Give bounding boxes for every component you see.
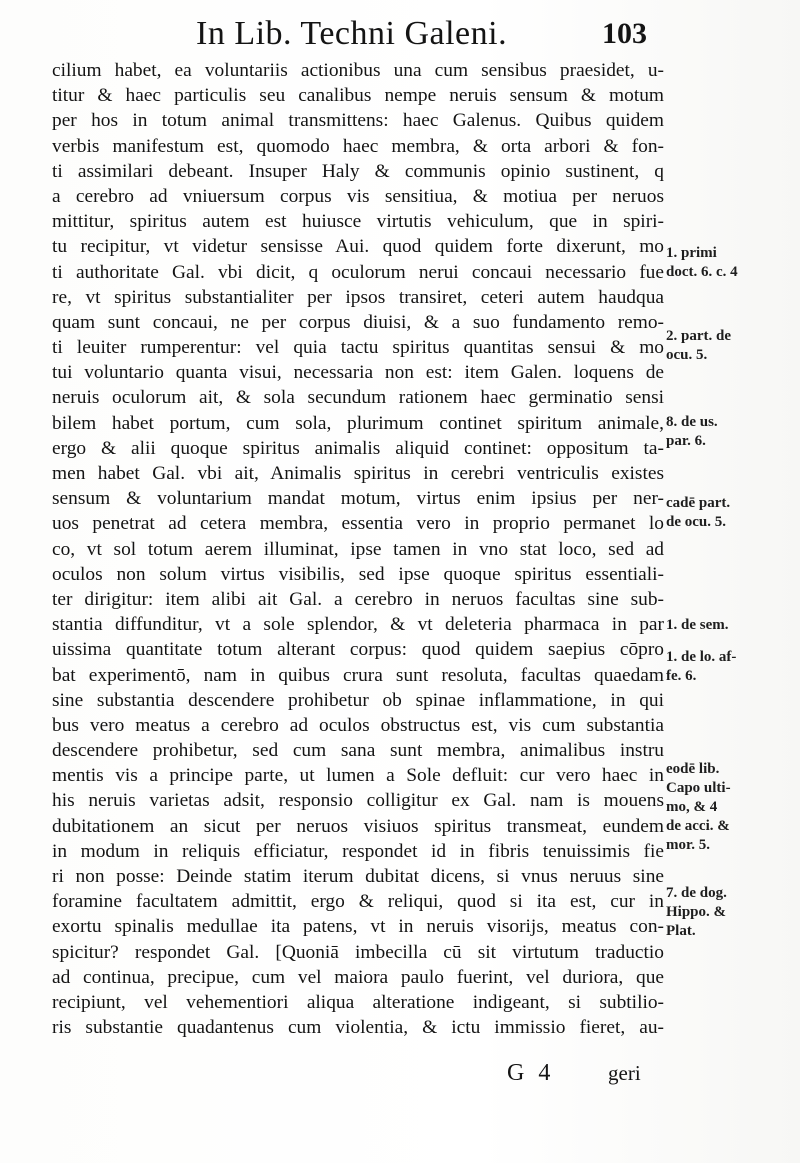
text-line: ter dirigitur: item alibi ait Gal. a cerebro in neruos facultas sine sub- (52, 588, 664, 610)
margin-note-line: 8. de us. (666, 414, 718, 430)
text-line: quam sunt concaui, ne per corpus diuisi, & a suo fundamento remo- (52, 311, 664, 333)
text-line: ris substantie quadantenus cum violentia, & ictu immissio fieret, au- (52, 1017, 664, 1039)
margin-note (666, 884, 794, 941)
body-text (52, 58, 664, 1040)
text-line: ad continua, precipue, cum vel maiora paulo fuerint, vel duriora, que (52, 966, 664, 988)
text-line: mittitur, spiritus autem est huiusce virtutis vehiculum, que in spiri- (52, 211, 664, 233)
margin-note-line: doct. 6. c. 4 (666, 264, 738, 280)
margin-note (666, 327, 794, 365)
text-line: verbis manifestum est, quomodo haec membra, & orta arbori & fon- (52, 135, 664, 157)
text-line: sensum & voluntarium mandat motum, virtus enim ipsius per ner- (52, 488, 664, 510)
page-header (0, 14, 800, 54)
text-line: uissima quantitate totum alterant corpus: quod quidem saepius cōpro (52, 639, 664, 661)
text-line: titur & haec particulis seu canalibus nempe neruis sensum & motum (52, 85, 664, 107)
margin-note-line: Capo ulti- (666, 780, 731, 796)
text-line: his neruis varietas adsit, responsio colligitur ex Gal. nam is mouens (52, 790, 664, 812)
margin-note-line: 1. primi (666, 245, 717, 261)
margin-note (666, 760, 794, 855)
page-footer (0, 1058, 800, 1088)
text-line: ti authoritate Gal. vbi dicit, q oculorum nerui concaui necessario fue (52, 261, 664, 283)
text-line: tui voluntario quanta visui, necessaria non est: item Galen. loquens de (52, 362, 664, 384)
text-line: oculos non solum virtus visibilis, sed ipse quoque spiritus essentiali- (52, 563, 664, 585)
margin-note-line: Plat. (666, 923, 696, 939)
margin-note-line: 1. de sem. (666, 617, 729, 633)
text-line: a cerebro ad vniuersum corpus vis sensitiua, & motiua per neruos (52, 185, 664, 207)
text-line: ergo & alii quoque spiritus animalis aliquid continet: oppositum ta- (52, 437, 664, 459)
text-line: uos penetrat ad cetera membra, essentia vero in proprio permanet lo (52, 513, 664, 535)
text-line: spicitur? respondet Gal. [Quoniā imbecilla cū sit virtutum traductio (52, 941, 664, 963)
text-line: dubitationem an sicut per neruos visiuos spiritus transmeat, eundem (52, 815, 664, 837)
margin-note-line: 7. de dog. (666, 885, 727, 901)
catchword: geri (608, 1061, 641, 1085)
text-line: foramine facultatem admittit, ergo & reliqui, quod si ita est, cur in (52, 891, 664, 913)
margin-note-line: mor. 5. (666, 837, 711, 853)
text-line: descendere prohibetur, sed cum sana sunt membra, animalibus instru (52, 740, 664, 762)
text-line: per hos in totum animal transmittens: haec Galenus. Quibus quidem (52, 110, 664, 132)
text-line: re, vt spiritus substantialiter per ipsos transiret, ceteri autem haudqua (52, 286, 664, 308)
margin-note-line: par. 6. (666, 433, 706, 449)
margin-note (666, 494, 794, 532)
margin-note (666, 244, 794, 282)
text-line: co, vt sol totum aerem illuminat, ipse tamen in vno stat loco, sed ad (52, 538, 664, 560)
margin-note (666, 413, 794, 451)
text-line: sine substantia descendere prohibetur ob spinae inflammatione, in qui (52, 689, 664, 711)
text-line: bat experimentō, nam in quibus crura sunt resoluta, facultas quaedam (52, 664, 664, 686)
margin-note-line: ocu. 5. (666, 347, 708, 363)
page-number: 103 (602, 17, 647, 50)
text-line: bilem habet portum, cum sola, plurimum continet spiritum animale, (52, 412, 664, 434)
text-line: neruis oculorum ait, & sola secundum rationem haec germinatio sensi (52, 387, 664, 409)
margin-note (666, 616, 794, 635)
text-line: exortu spinalis medullae ita patens, vt in neruis visorijs, meatus con- (52, 916, 664, 938)
text-line: in modum in reliquis efficiatur, respondet id in fibris tenuissimis fie (52, 840, 664, 862)
margin-note-line: 2. part. de (666, 328, 731, 344)
margin-note (666, 648, 794, 686)
text-line: cilium habet, ea voluntariis actionibus una cum sensibus praesidet, u- (52, 60, 664, 81)
margin-note-line: mo, & 4 (666, 799, 718, 815)
text-line: mentis vis a principe parte, ut lumen a Sole defluit: cur vero haec in (52, 765, 664, 787)
margin-note-line: Hippo. & (666, 904, 727, 920)
text-line: ti leuiter rumperentur: vel quia tactu spiritus quantitas sensui & mo (52, 337, 664, 359)
margin-note-line: de acci. & (666, 818, 730, 834)
margin-note-line: eodē lib. (666, 761, 720, 777)
text-line: stantia diffunditur, vt a sole splendor, & vt deleteria pharmaca in par (52, 614, 664, 636)
text-line: ti assimilari debeant. Insuper Haly & communis opinio sustinent, q (52, 160, 664, 182)
signature-mark: G 4 (507, 1060, 555, 1086)
margin-note-line: de ocu. 5. (666, 514, 726, 530)
running-title: In Lib. Techni Galeni. (196, 15, 508, 52)
margin-note-line: cadē part. (666, 495, 731, 511)
text-line: bus vero meatus a cerebro ad oculos obstructus est, vis cum substantia (52, 714, 664, 736)
margin-note-line: fe. 6. (666, 668, 697, 684)
text-line: recipiunt, vel vehementiori aliqua alteratione indigeant, si subtilio- (52, 991, 664, 1013)
margin-note-line: 1. de lo. af- (666, 649, 737, 665)
text-line: ri non posse: Deinde statim iterum dubitat dicens, si vnus neruus sine (52, 866, 664, 887)
text-line: men habet Gal. vbi ait, Animalis spiritus in cerebri ventriculis existes (52, 463, 664, 484)
text-line: tu recipitur, vt videtur sensisse Aui. quod quidem forte dixerunt, mo (52, 236, 664, 258)
